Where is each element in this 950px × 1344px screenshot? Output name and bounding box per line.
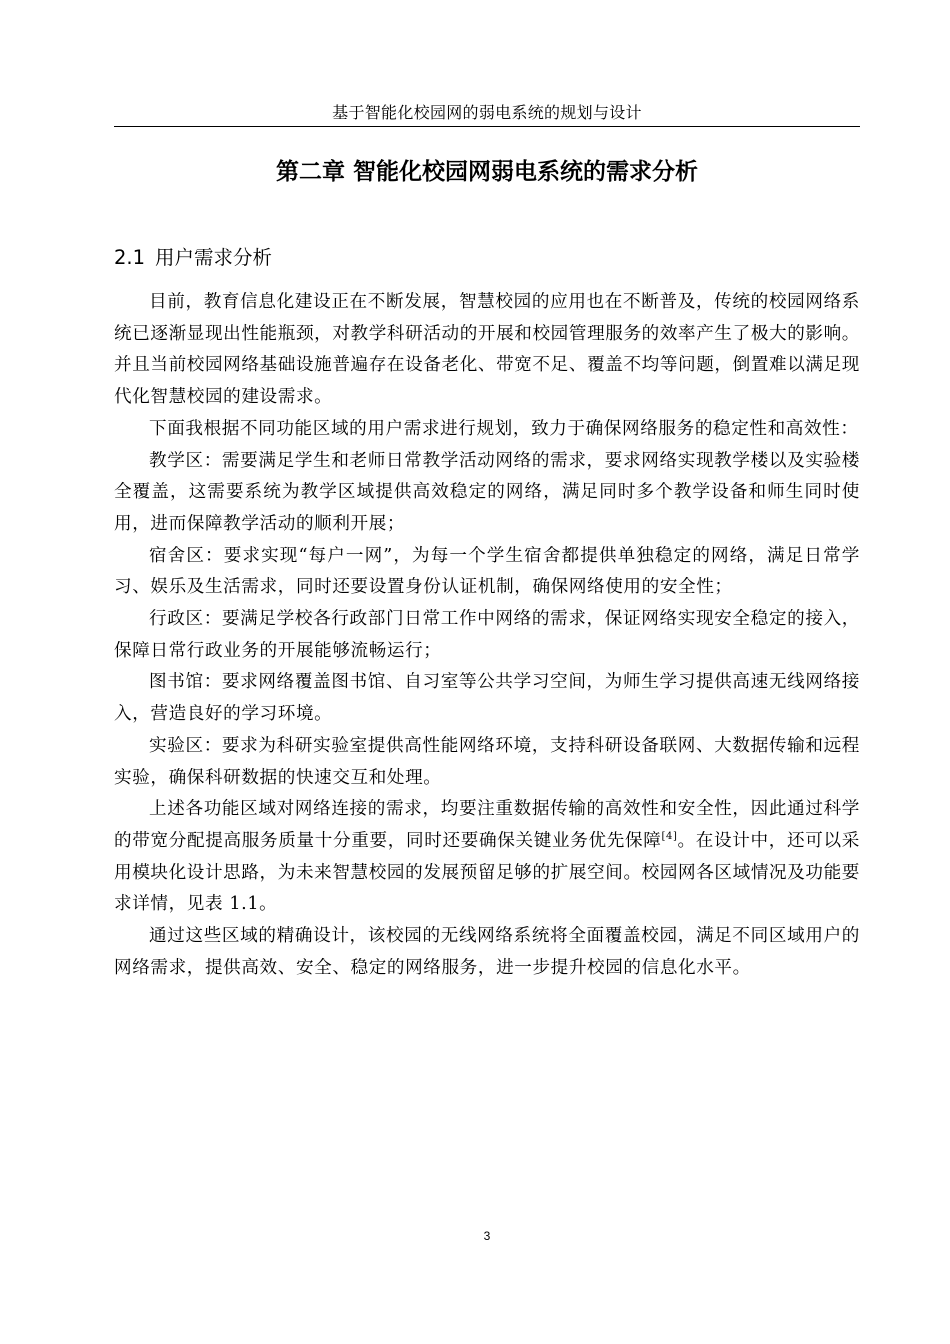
- summary-text-end: 。在设计中，还可以采用模块化设计思路，为未来智慧校园的发展预留足够的扩展空间。校园网各区域情况及功能要求详情，见表 1.1。: [114, 830, 860, 915]
- body-text: [114, 287, 860, 984]
- paragraph-lab-area: 实验区：要求为科研实验室提供高性能网络环境，支持科研设备联网、大数据传输和远程实验，确保科研数据的快速交互和处理。: [114, 735, 860, 788]
- paragraph-admin-area: 行政区：要满足学校各行政部门日常工作中网络的需求，保证网络实现安全稳定的接入，保障日常行政业务的开展能够流畅运行；: [114, 609, 860, 661]
- chapter-title: 第二章 智能化校园网弱电系统的需求分析: [275, 159, 698, 185]
- citation-reference[interactable]: [4]: [661, 830, 678, 842]
- page-number: 3: [483, 1229, 491, 1243]
- section-title: 用户需求分析: [155, 246, 273, 269]
- summary-text-start: 上述各功能区域对网络连接的需求，均要注重数据传输的高效性和安全性，因此通过科学的带宽分配提高服务质量十分重要，同时还要确保关键业务优先保障: [114, 799, 860, 851]
- paragraph-intro: 目前，教育信息化建设正在不断发展，智慧校园的应用也在不断普及，传统的校园网络系统已逐渐显现出性能瓶颈，对教学科研活动的开展和校园管理服务的效率产生了极大的影响。并且当前校园网络基础设施普遍存在设备老化、带宽不足、覆盖不均等问题，倒置难以满足现代化智慧校园的建设需求。: [114, 292, 860, 408]
- paragraph-summary: [114, 794, 860, 921]
- paragraph-dormitory-area: 宿舍区：要求实现“每户一网”，为每一个学生宿舍都提供单独稳定的网络，满足日常学习、娱乐及生活需求，同时还要设置身份认证机制，确保网络使用的安全性；: [114, 545, 860, 598]
- header-divider: [114, 126, 860, 127]
- section-number: 2.1: [114, 246, 146, 269]
- paragraph-library: 图书馆：要求网络覆盖图书馆、自习室等公共学习空间，为师生学习提供高速无线网络接入，营造良好的学习环境。: [114, 672, 860, 725]
- running-header: 基于智能化校园网的弱电系统的规划与设计: [332, 103, 642, 122]
- paragraph-planning: 下面我根据不同功能区域的用户需求进行规划，致力于确保网络服务的稳定性和高效性：: [149, 418, 859, 439]
- paragraph-teaching-area: 教学区：需要满足学生和老师日常教学活动网络的需求，要求网络实现教学楼以及实验楼全覆盖，这需要系统为教学区域提供高效稳定的网络，满足同时多个教学设备和师生同时使用，进而保障教学活动的顺利开展；: [114, 450, 860, 534]
- section-heading: [114, 243, 282, 273]
- paragraph-conclusion: 通过这些区域的精确设计，该校园的无线网络系统将全面覆盖校园，满足不同区域用户的网络需求，提供高效、安全、稳定的网络服务，进一步提升校园的信息化水平。: [114, 926, 860, 978]
